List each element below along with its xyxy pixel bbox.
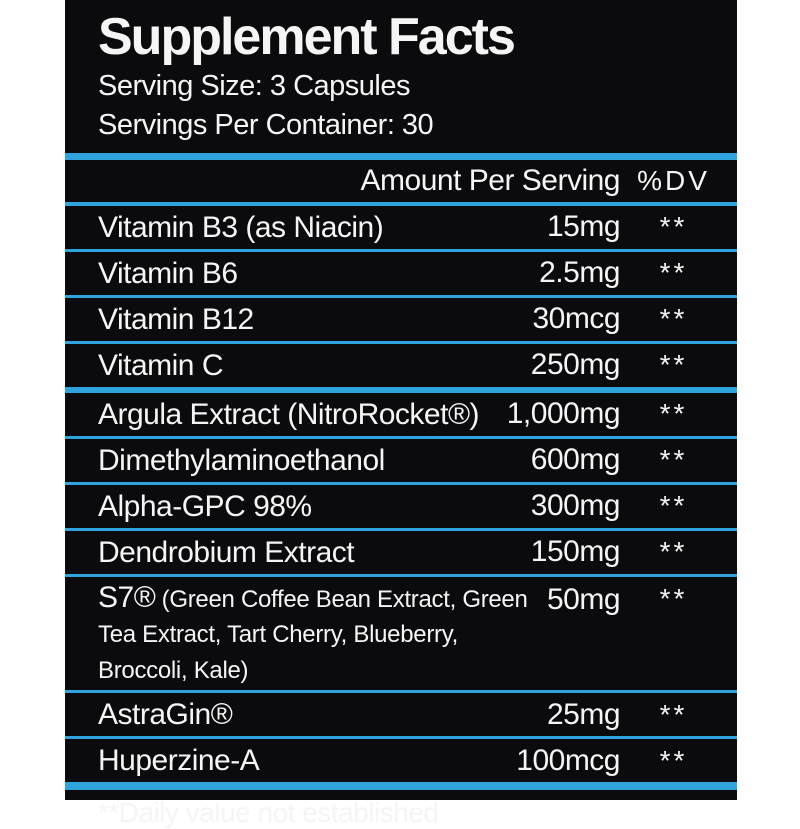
ingredient-amount: 600mg: [530, 443, 620, 477]
ingredient-amount: 250mg: [530, 348, 620, 382]
ingredient-dv: **: [659, 349, 688, 381]
ingredient-dv: **: [659, 490, 688, 522]
ingredient-amount: 50mg: [546, 582, 620, 616]
supplement-facts-panel: [65, 0, 737, 829]
ingredient-amount: 100mcg: [516, 743, 620, 777]
ingredient-row: [65, 577, 737, 693]
ingredient-name: Dendrobium Extract: [98, 535, 355, 569]
column-header-amount: Amount Per Serving: [360, 163, 620, 197]
ingredient-amount: 2.5mg: [539, 256, 620, 290]
ingredient-row: [65, 439, 737, 485]
ingredient-name: Argula Extract (NitroRocket®): [98, 397, 480, 431]
ingredient-amount: 300mg: [530, 489, 620, 523]
ingredient-dv: **: [659, 257, 688, 289]
ingredient-row: [65, 485, 737, 531]
column-header-dv: %DV: [637, 164, 710, 196]
ingredient-dv: **: [659, 398, 688, 430]
ingredient-dv: **: [659, 698, 688, 730]
ingredient-dv: **: [659, 303, 688, 335]
ingredient-name: Huperzine-A: [98, 744, 260, 778]
ingredient-amount: 15mg: [546, 210, 620, 244]
ingredient-row: [65, 393, 737, 439]
ingredient-name: Vitamin C: [98, 348, 223, 382]
ingredient-row: [65, 531, 737, 577]
ingredient-dv: **: [659, 444, 688, 476]
column-header-row: [65, 160, 737, 206]
ingredient-name: Vitamin B3 (as Niacin): [98, 210, 384, 244]
panel-header: [65, 0, 737, 153]
ingredient-name: Vitamin B12: [98, 302, 254, 336]
ingredient-amount: 25mg: [546, 697, 620, 731]
servings-per-container: Servings Per Container: 30: [98, 109, 434, 142]
ingredient-name: Dimethylaminoethanol: [98, 443, 385, 477]
ingredient-table: [65, 206, 737, 790]
ingredient-row: [65, 739, 737, 790]
ingredient-name: S7®: [98, 580, 156, 614]
ingredient-dv: **: [659, 744, 688, 776]
serving-size: Serving Size: 3 Capsules: [98, 70, 410, 103]
ingredient-detail: (Green Coffee Bean Extract, Green Tea Extract, Tart Cherry, Blueberry, Broccoli, Kale): [98, 585, 528, 684]
ingredient-dv: **: [659, 582, 688, 614]
ingredient-dv: **: [659, 211, 688, 243]
ingredient-amount: 30mcg: [532, 302, 620, 336]
ingredient-amount: 1,000mg: [506, 397, 620, 431]
ingredient-row: [65, 252, 737, 298]
divider-thick-top: [65, 153, 737, 160]
panel-title: Supplement Facts: [98, 8, 514, 66]
ingredient-row: [65, 693, 737, 739]
ingredient-name: AstraGin®: [98, 698, 233, 732]
ingredient-row: [65, 206, 737, 252]
ingredient-row: [65, 298, 737, 344]
ingredient-name: Alpha-GPC 98%: [98, 489, 312, 523]
footnote: **Daily value not established: [98, 797, 439, 829]
ingredient-amount: 150mg: [530, 535, 620, 569]
ingredient-name: Vitamin B6: [98, 256, 238, 290]
ingredient-row: [65, 344, 737, 393]
ingredient-dv: **: [659, 536, 688, 568]
